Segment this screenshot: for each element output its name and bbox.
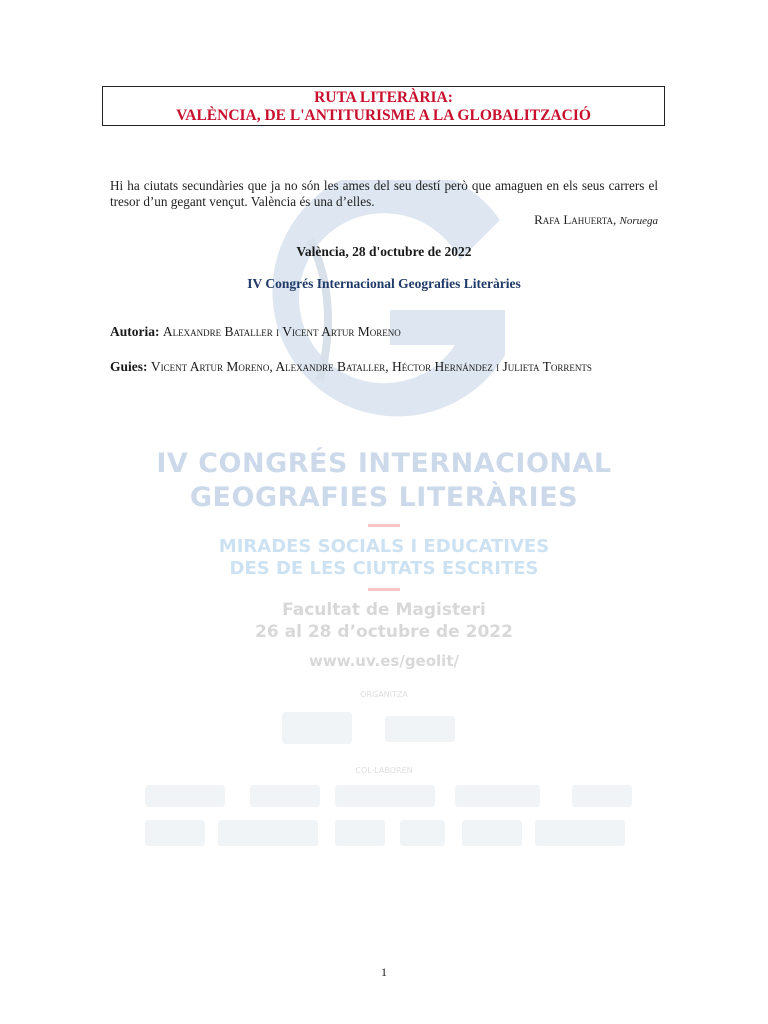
collaborator-logo-7: [218, 820, 318, 846]
collaborator-logo-5: [572, 785, 632, 807]
poster-place: Facultat de Magisteri: [282, 600, 486, 620]
collaborator-logo-10: [462, 820, 522, 846]
congress-line: IV Congrés Internacional Geografies Literàries: [247, 276, 521, 291]
guides-line: [110, 358, 670, 375]
title-line-1: RUTA LITERÀRIA:: [314, 89, 453, 106]
collaborator-logo-2: [250, 785, 320, 807]
poster-collaboren-label: COL·LABOREN: [355, 766, 413, 775]
page-number: 1: [381, 965, 387, 979]
authorship-line: [110, 324, 670, 340]
guides-names: Vicent Artur Moreno, Alexandre Bataller, Héctor Hernández i Julieta Torrents: [150, 359, 592, 374]
collaborator-logo-9: [400, 820, 445, 846]
epigraph-author: Rafa Lahuerta: [534, 212, 613, 227]
authorship-names: Alexandre Bataller i Vicent Artur Moreno: [162, 324, 401, 339]
date-line: València, 28 d'octubre de 2022: [296, 244, 472, 259]
collaborator-logo-8: [335, 820, 385, 846]
collaborator-logo-3: [335, 785, 435, 807]
epigraph-attribution: Rafa Lahuerta, Noruega: [534, 212, 658, 227]
collaborator-logo-1: [145, 785, 225, 807]
title-box: [102, 86, 665, 126]
collaborator-logo-6: [145, 820, 205, 846]
poster-organitza-label: ORGANITZA: [360, 690, 408, 699]
guides-label: Guies:: [110, 359, 148, 374]
congress-poster: [0, 440, 768, 880]
epigraph-work: Noruega: [619, 215, 658, 227]
organizer-logo-1: [282, 712, 352, 744]
collaborator-logo-4: [455, 785, 540, 807]
poster-title-1: IV CONGRÉS INTERNACIONAL: [156, 448, 612, 479]
poster-url: www.uv.es/geolit/: [309, 652, 459, 670]
poster-divider-1: [368, 524, 400, 527]
poster-subtitle-2: DES DE LES CIUTATS ESCRITES: [229, 558, 539, 579]
organizer-logo-2: [385, 716, 455, 742]
poster-divider-2: [368, 588, 400, 591]
poster-title-2: GEOGRAFIES LITERÀRIES: [189, 482, 579, 513]
epigraph-text: Hi ha ciutats secundàries que ja no són les ames del seu destí però que amaguen en els seus carrers el tresor d’un gegant vençut. València és una d’elles.: [110, 178, 658, 209]
poster-dates: 26 al 28 d’octubre de 2022: [255, 622, 513, 642]
authorship-label: Autoria:: [110, 324, 160, 339]
poster-subtitle-1: MIRADES SOCIALS I EDUCATIVES: [218, 536, 550, 557]
title-line-2: VALÈNCIA, DE L'ANTITURISME A LA GLOBALITZACIÓ: [176, 107, 591, 124]
collaborator-logo-11: [535, 820, 625, 846]
